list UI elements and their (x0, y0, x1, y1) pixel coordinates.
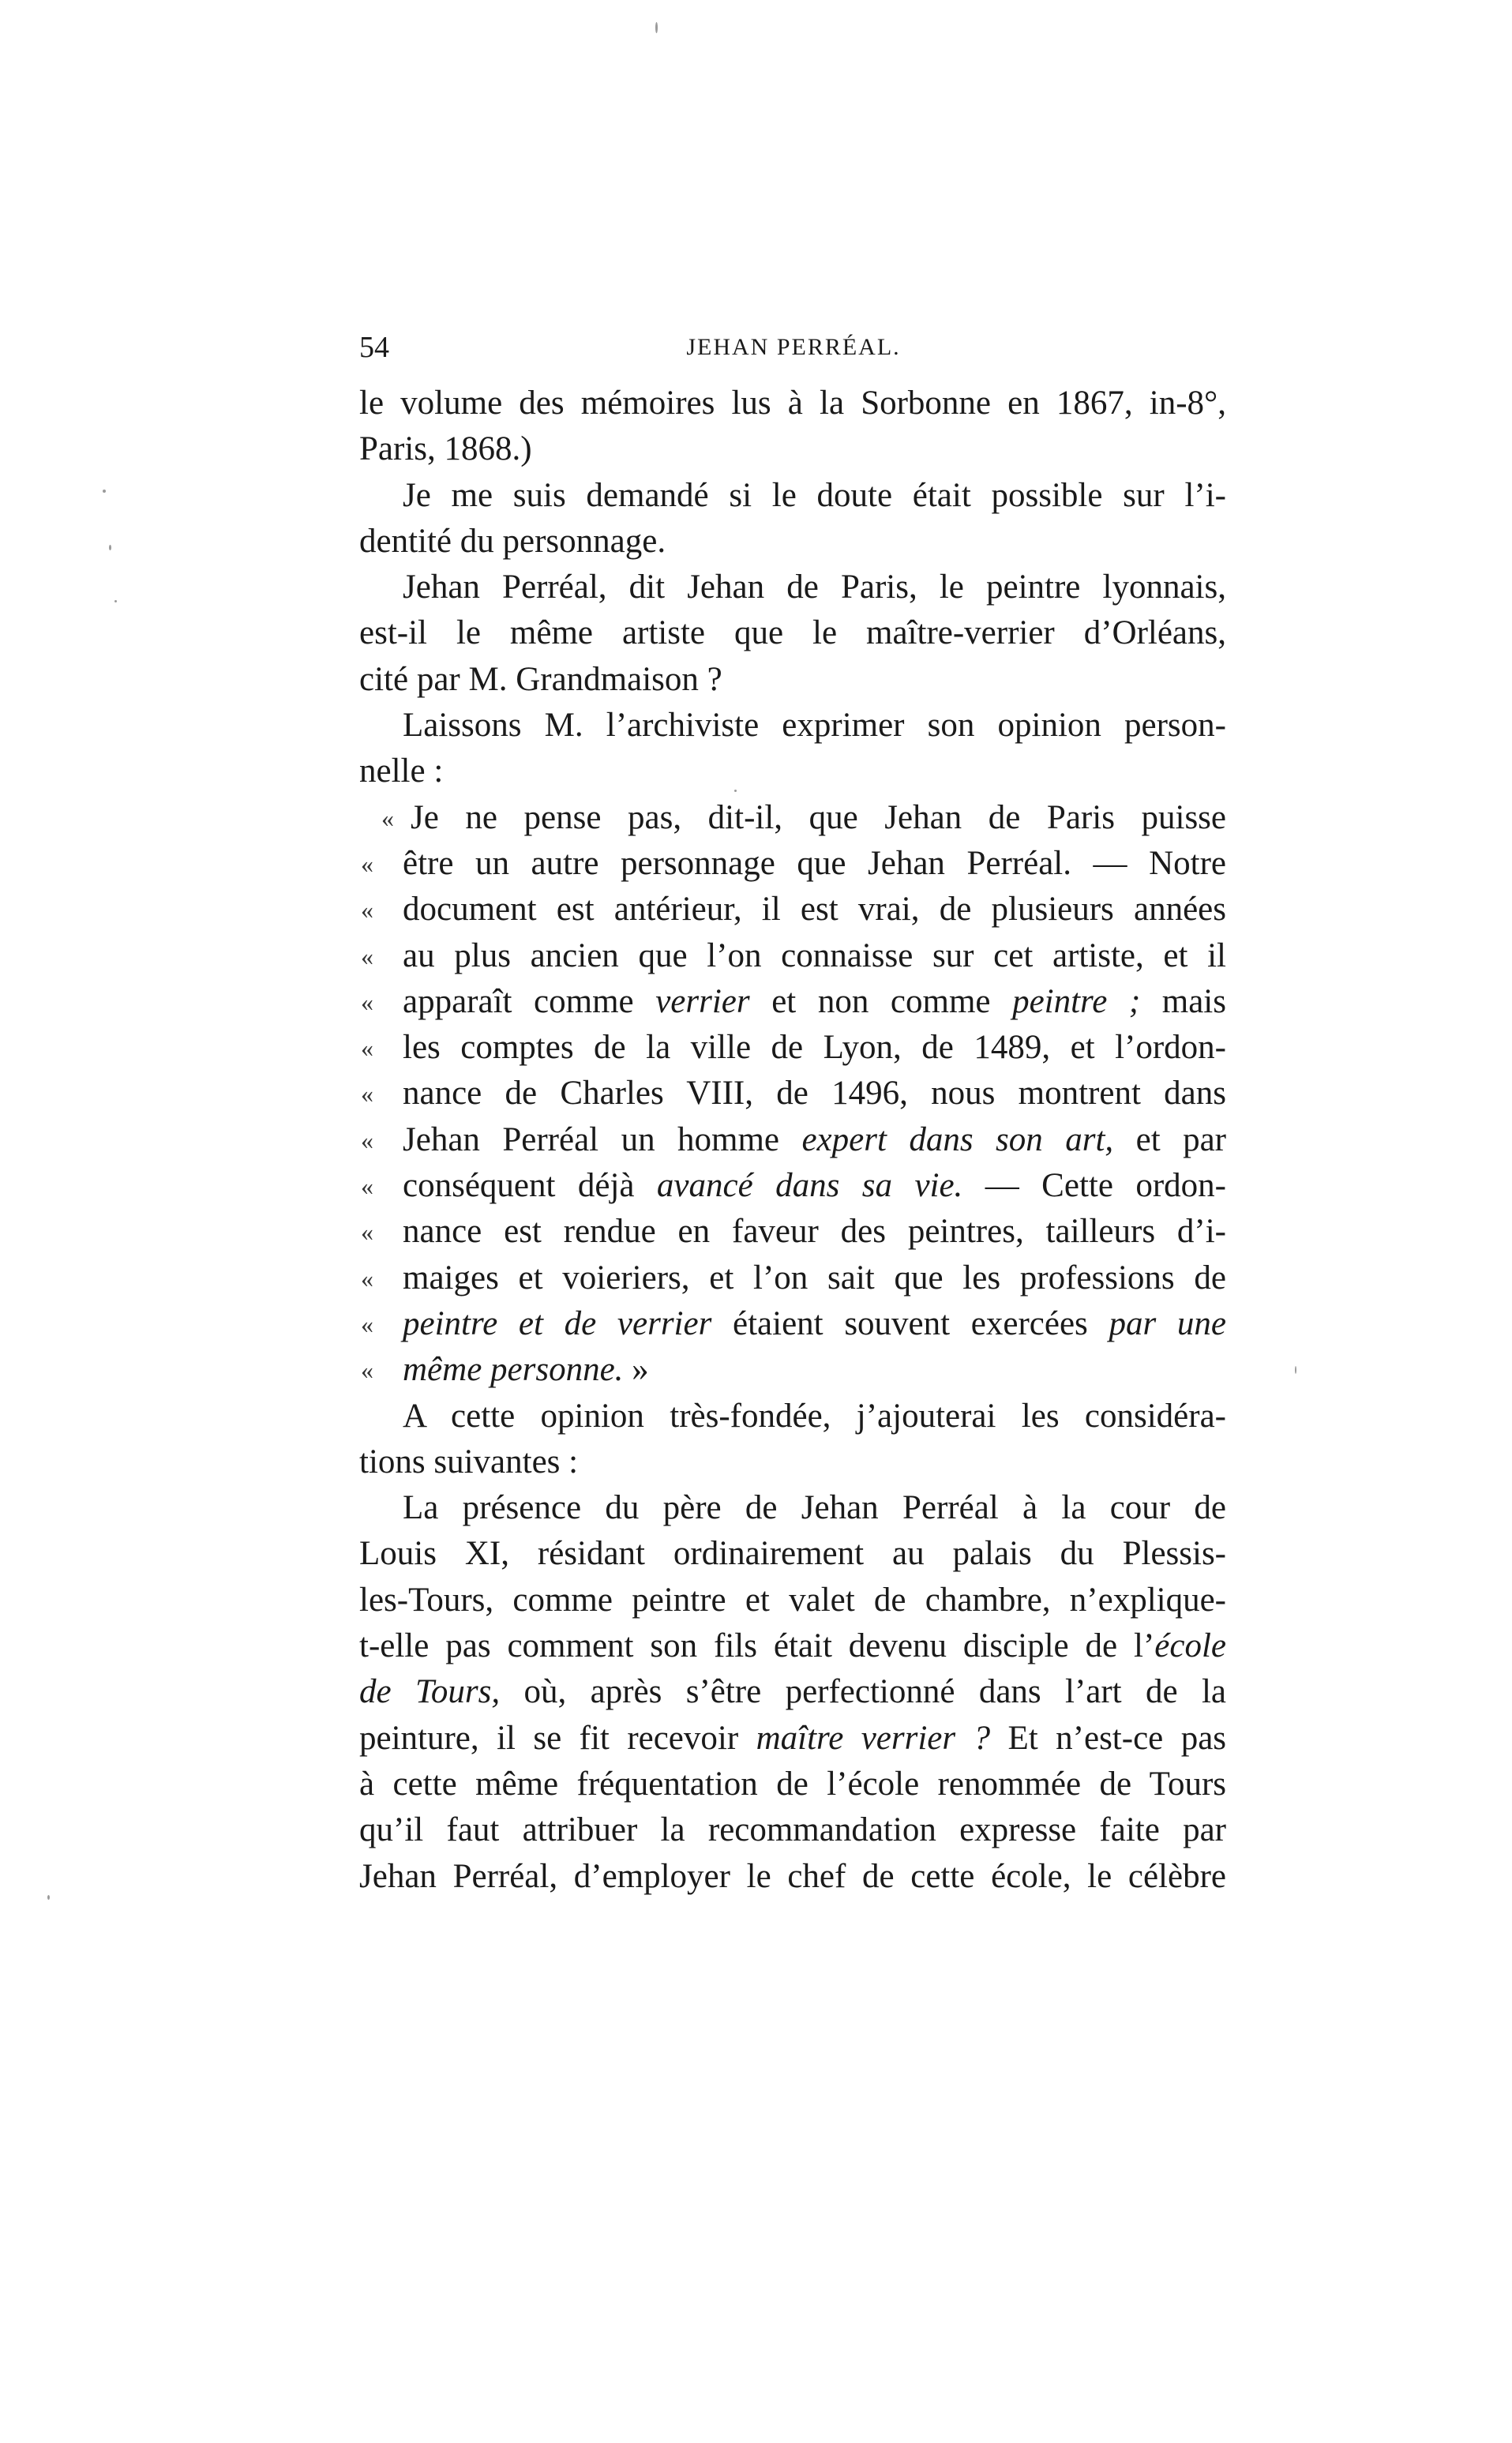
text-run: Et n’est-ce pas (990, 1719, 1226, 1757)
text-run: étaient souvent exercées (711, 1304, 1109, 1342)
paragraph-start-line (359, 703, 1226, 749)
text-run: Je me suis demandé si le doute était possible sur l’i- (403, 476, 1226, 514)
quote-mark: « (361, 1263, 373, 1293)
quote-line (359, 1255, 1226, 1301)
quote-mark: « (361, 895, 373, 925)
italic-text: de Tours, (359, 1673, 501, 1711)
quote-mark: « (361, 1079, 373, 1109)
text-run: — Cette ordon- (962, 1167, 1226, 1205)
italic-text: peintre ; (1012, 982, 1141, 1020)
quote-line (359, 841, 1226, 887)
quote-line (359, 1071, 1226, 1116)
text-run: Paris, 1868.) (359, 430, 532, 468)
paragraph-start-line (359, 565, 1226, 610)
italic-text: expert dans son art, (801, 1120, 1114, 1158)
scan-speck (655, 22, 658, 33)
text-run: le volume des mémoires lus à la Sorbonne en 1867, in-8°, (359, 385, 1226, 422)
page-number: 54 (359, 331, 389, 364)
text-run: à cette même fréquentation de l’école renommée de Tours (359, 1765, 1226, 1803)
text-run: Jehan Perréal, dit Jehan de Paris, le peintre lyonnais, (403, 569, 1226, 606)
paragraph-start-line (359, 1485, 1226, 1531)
italic-text: même personne. (403, 1351, 624, 1389)
quote-line (359, 1163, 1226, 1209)
italic-text: école (1154, 1627, 1226, 1665)
text-run: où, après s’être perfectionné dans l’art de la (500, 1673, 1226, 1711)
text-run: les-Tours, comme peintre et valet de chambre, n’explique- (359, 1581, 1226, 1619)
quote-mark: « (361, 1125, 373, 1154)
text-run: les comptes de la ville de Lyon, de 1489, et l’ordon- (403, 1029, 1226, 1067)
text-run: au plus ancien que l’on connaisse sur cet artiste, et il (403, 936, 1226, 974)
text-line (359, 610, 1226, 656)
text-run: nelle : (359, 752, 444, 790)
quote-line (359, 1347, 1226, 1393)
running-title: JEHAN PERRÉAL. (686, 334, 901, 360)
scan-speck (109, 545, 111, 550)
text-line (359, 381, 1226, 426)
italic-text: avancé dans sa vie. (656, 1167, 963, 1205)
quote-line (359, 795, 1226, 841)
italic-text: par une (1109, 1304, 1226, 1342)
paragraph-start-line (359, 1394, 1226, 1439)
text-run: Je ne pense pas, dit-il, que Jehan de Paris puisse (411, 798, 1226, 836)
quote-mark: « (361, 1218, 373, 1247)
text-run: apparaît comme (403, 982, 656, 1020)
text-line (359, 519, 1226, 565)
text-run: peinture, il se fit recevoir (359, 1719, 756, 1757)
italic-text: verrier (655, 982, 750, 1020)
text-line (359, 657, 1226, 703)
italic-text: maître verrier ? (756, 1719, 991, 1757)
text-run: » (623, 1351, 649, 1389)
text-run: Jehan Perréal, d’employer le chef de cette école, le célèbre (359, 1857, 1226, 1895)
text-run: nance est rendue en faveur des peintres, tailleurs d’i- (403, 1213, 1226, 1251)
quote-line (359, 887, 1226, 933)
quote-line (359, 1117, 1226, 1163)
text-run: cité par M. Grandmaison ? (359, 660, 722, 698)
text-run: est-il le même artiste que le maître-verrier d’Orléans, (359, 614, 1226, 652)
text-run: La présence du père de Jehan Perréal à la cour de (403, 1489, 1226, 1527)
scan-speck (47, 1895, 50, 1900)
text-run: et non comme (749, 982, 1013, 1020)
scan-speck (103, 490, 106, 493)
quote-mark: « (381, 803, 394, 832)
text-run: conséquent déjà (403, 1167, 657, 1205)
text-run: maiges et voieriers, et l’on sait que les professions de (403, 1259, 1226, 1297)
text-run: et par (1113, 1120, 1226, 1158)
quote-line (359, 1025, 1226, 1071)
body-text (359, 381, 1226, 1900)
quote-mark: « (361, 1309, 373, 1338)
quote-line (359, 1301, 1226, 1347)
scan-speck (734, 790, 737, 792)
scan-speck (1295, 1366, 1296, 1374)
quote-mark: « (361, 1356, 373, 1385)
text-run: t-elle pas comment son fils était devenu disciple de l’ (359, 1627, 1155, 1665)
text-run: être un autre personnage que Jehan Perréal. — Notre (403, 844, 1226, 882)
text-run: mais (1140, 982, 1226, 1020)
quote-mark: « (361, 941, 373, 970)
text-run: qu’il faut attribuer la recommandation expresse faite par (359, 1811, 1226, 1849)
text-run: dentité du personnage. (359, 522, 666, 560)
text-line (359, 426, 1226, 472)
quote-line (359, 1209, 1226, 1255)
text-line (359, 1531, 1226, 1577)
text-run: document est antérieur, il est vrai, de plusieurs années (403, 891, 1226, 929)
text-run: tions suivantes : (359, 1443, 579, 1480)
quote-mark: « (361, 849, 373, 878)
text-line (359, 1669, 1226, 1715)
text-run: Louis XI, résidant ordinairement au palais du Plessis- (359, 1535, 1226, 1573)
paragraph-start-line (359, 473, 1226, 519)
text-line (359, 1762, 1226, 1807)
quote-line (359, 979, 1226, 1025)
quote-mark: « (361, 987, 373, 1016)
quote-line (359, 933, 1226, 979)
text-run: A cette opinion très-fondée, j’ajouterai les considéra- (403, 1397, 1226, 1435)
text-line (359, 1807, 1226, 1853)
text-line (359, 1854, 1226, 1900)
text-line (359, 1439, 1226, 1485)
scan-speck (114, 600, 117, 602)
quote-mark: « (361, 1034, 373, 1063)
text-run: Jehan Perréal un homme (403, 1120, 802, 1158)
page-header (359, 324, 1228, 371)
text-run: Laissons M. l’archiviste exprimer son opinion person- (403, 707, 1226, 745)
italic-text: peintre et de verrier (403, 1304, 712, 1342)
text-run: nance de Charles VIII, de 1496, nous montrent dans (403, 1075, 1226, 1113)
text-line (359, 1716, 1226, 1762)
text-line (359, 1578, 1226, 1623)
text-line (359, 749, 1226, 794)
text-line (359, 1623, 1226, 1669)
quote-mark: « (361, 1172, 373, 1201)
